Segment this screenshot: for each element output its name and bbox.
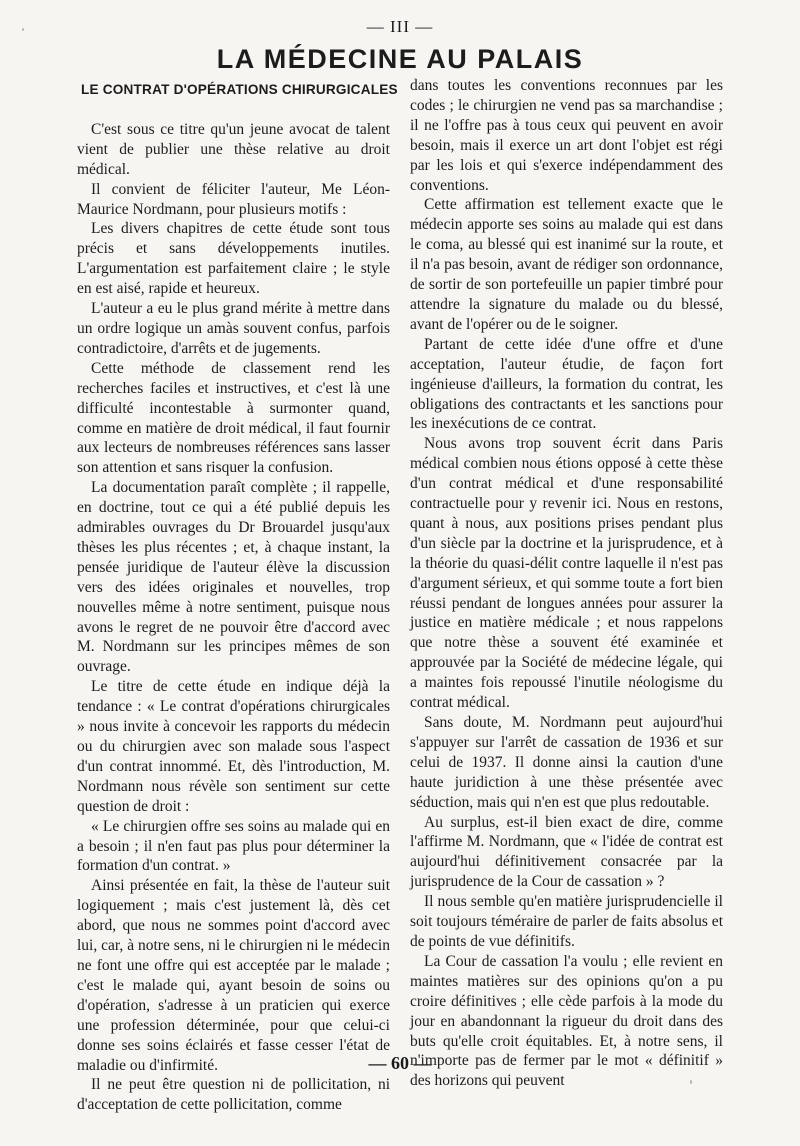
paragraph: La documentation paraît complète ; il rappelle, en doctrine, tout ce qui a été publié depuis les admirables ouvrages du Dr Brouardel jusqu'aux thèses les plus récentes ; et, à chaque instant, la pensée juridique de l'auteur élève la discussion vers des idées originales et nouvelles, trop nouvelles même à notre sentiment, puisque nous avons le regret de ne pouvoir être d'accord avec M. Nordmann sur les principes mêmes de son ouvrage. (77, 479, 390, 676)
paragraph: L'auteur a eu le plus grand mérite à mettre dans un ordre logique un amàs souvent confus, parfois contradictoire, d'arrêts et de jugements. (77, 300, 390, 357)
paragraph: Il ne peut être question ni de pollicitation, ni d'acceptation de cette pollicitation, comme (77, 1076, 390, 1114)
paragraph: Sans doute, M. Nordmann peut aujourd'hui s'appuyer sur l'arrêt de cassation de 1936 et sur celui de 1937. Il donne ainsi la caution d'une haute juridiction à une thèse présentée avec séduction, mais qui n'en est que plus redoutable. (410, 714, 723, 811)
paper-speck (22, 28, 24, 31)
paper-speck (690, 1080, 692, 1084)
paragraph: Le titre de cette étude en indique déjà la tendance : « Le contrat d'opérations chirurgicales » nous invite à concevoir les rapports du médecin ou du chirurgien avec son malade sous l'aspect d'un contrat innommé. Et, dès l'introduction, M. Nordmann nous révèle son sentiment sur cette question de droit : (77, 678, 390, 815)
paragraph: Il nous semble qu'en matière jurisprudencielle il soit toujours téméraire de parler de faits absolus et de points de vue définitifs. (410, 893, 723, 950)
paragraph: C'est sous ce titre qu'un jeune avocat de talent vient de publier une thèse relative au droit médical. (77, 120, 390, 178)
paragraph: Il convient de féliciter l'auteur, Me Léon-Maurice Nordmann, pour plusieurs motifs : (77, 180, 390, 218)
paragraph: Cette méthode de classement rend les recherches faciles et instructives, et c'est là une difficulté incontestable à surmonter quand, comme en matière de droit médical, il faut fournir aux lecteurs de nombreuses références sans lasser son attention et sans risquer la confusion. (77, 359, 390, 477)
paragraph: Nous avons trop souvent écrit dans Paris médical combien nous étions opposé à cette thèse d'un contrat médical et d'une responsabilité contractuelle pour y revenir ici. Nous en restons, quant à nous, aux positions prises pendant plus d'un siècle par la doctrine et la jurisprudence, et à la théorie du quasi-délit contre laquelle il n'est pas d'argument sérieux, et qui somme toute a fort bien réussi pendant de longues années pour assurer la justice en matière médicale ; et nous rappelons que notre thèse a souvent été examinée et approuvée par la Société de médecine légale, qui a maintes fois repoussé l'inutile néologisme du contrat médical. (410, 435, 723, 712)
section-title: LE CONTRAT D'OPÉRATIONS CHIRURGICALES (81, 82, 398, 97)
quote-paragraph: « Le chirurgien offre ses soins au malade qui en a besoin ; il n'en faut pas plus pour déterminer la formation d'un contrat. » (77, 817, 390, 875)
page-number-footer: — 60 — (368, 1053, 432, 1073)
right-column (410, 76, 723, 1091)
paragraph: Les divers chapitres de cette étude sont tous précis et sans développements inutiles. L'argumentation est parfaitement claire ; le style en est aisé, rapide et heureux. (77, 220, 390, 298)
left-column (77, 76, 398, 1115)
paragraph: Au surplus, est-il bien exact de dire, comme l'affirme M. Nordmann, que « l'idée de contrat est aujourd'hui définitivement consacrée par la jurisprudence de la Cour de cassation » ? (410, 813, 723, 891)
paragraph: Partant de cette idée d'une offre et d'une acceptation, l'auteur étudie, de façon fort ingénieuse d'ailleurs, la formation du contrat, les obligations des contractants et les sanctions pour les inexécutions de ce contrat. (410, 335, 723, 433)
page-number-roman: — III — (366, 17, 434, 36)
paragraph: La Cour de cassation l'a voulu ; elle revient en maintes matières sur des opinions qu'on a pu croire définitives ; elle cède parfois à la mode du jour en abandonnant la rigueur du droit dans des buts qu'elle croit équitables. Et, à notre sens, il n'importe pas de fermer par le mot « définitif » des horizons qui peuvent (410, 952, 723, 1090)
paragraph: Cette affirmation est tellement exacte que le médecin apporte ses soins au malade qui est dans le coma, au blessé qui est inanimé sur la route, et il n'a pas besoin, avant de rédiger son ordonnance, de sortir de son portefeuille un papier timbré pour attendre la signature du malade ou du blessé, avant de l'opérer ou de le soigner. (410, 196, 723, 333)
paragraph: Ainsi présentée en fait, la thèse de l'auteur suit logiquement ; mais c'est justement là, dès cet abord, que nous ne sommes point d'accord avec lui, car, à notre sens, ni le chirurgien ni le médecin ne font une offre qui est acceptée par le malade ; c'est le malade qui, ayant besoin de soins ou d'opération, s'adresse à un praticien qui exerce une profession déterminée, pour que celui-ci donne ses soins éclairés et fasse cesser l'état de maladie ou d'infirmité. (77, 877, 390, 1074)
page-title: LA MÉDECINE AU PALAIS (216, 44, 584, 74)
paragraph-continued: dans toutes les conventions reconnues par les codes ; le chirurgien ne vend pas sa marchandise ; il ne l'offre pas à tous ceux qui peuvent en avoir besoin, mais il exerce un art dont l'objet est régi par les lois et qui s'exerce indépendamment des conventions. (410, 77, 723, 194)
